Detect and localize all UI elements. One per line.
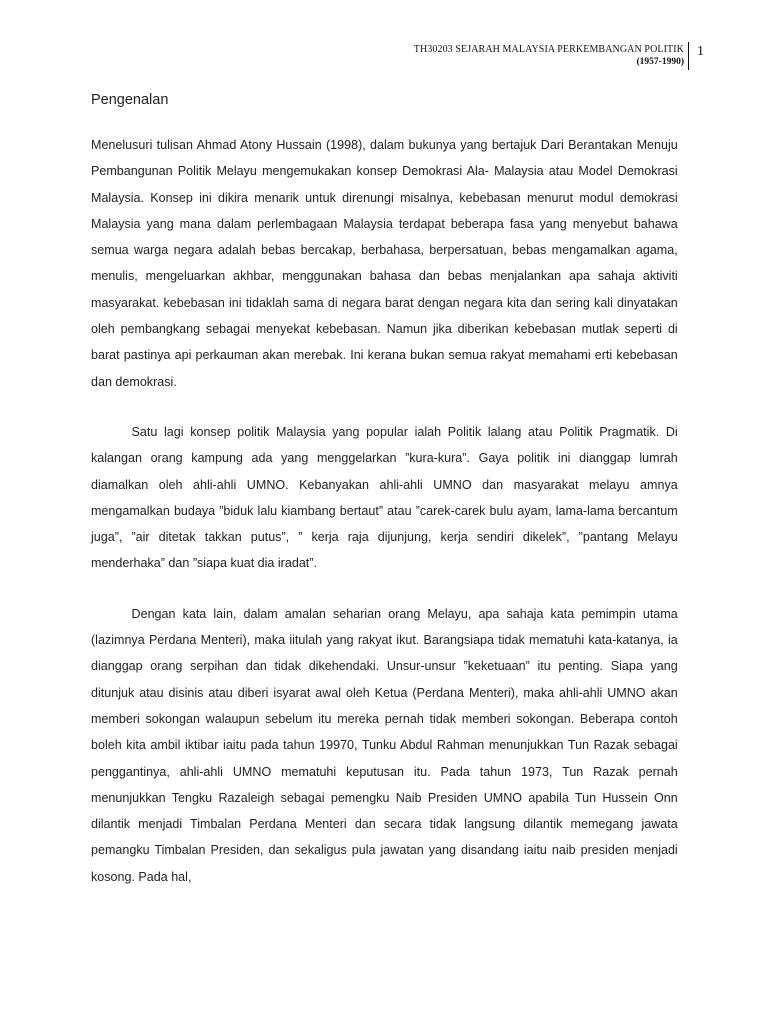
- paragraph-keketuaan: Dengan kata lain, dalam amalan seharian orang Melayu, apa sahaja kata pemimpin utama (lazimnya Perdana Menteri), maka iitulah yang rakyat ikut. Barangsiapa tidak mematuhi kata-katanya, ia dianggap orang serpihan dan tidak dikehendaki. Unsur-unsur ”keketuaan” itu penting. Siapa yang ditunjuk atau disinis atau diberi isyarat awal oleh Ketua (Perdana Menteri), maka ahli-ahli UMNO akan memberi sokongan walaupun sebelum itu mereka pernah tidak memberi sokongan. Beberapa contoh boleh kita ambil iktibar iaitu pada tahun 19970, Tunku Abdul Rahman menunjukkan Tun Razak sebagai penggantinya, ahli-ahli UMNO mematuhi keputusan itu. Pada tahun 1973, Tun Razak pernah menunjukkan Tengku Razaleigh sebagai pemengku Naib Presiden UMNO apabila Tun Hussein Onn dilantik menjadi Timbalan Perdana Menteri dan secara tidak langsung dilantik memegang jawata pemangku Timbalan Presiden, dan sekaligus pula jawatan yang disandang iaitu naib presiden menjadi kosong. Pada hal,: [91, 605, 678, 884]
- document-body: [91, 90, 678, 914]
- section-heading: Pengenalan: [91, 92, 169, 108]
- header-years: (1957-1990): [636, 57, 684, 67]
- page-number: 1: [697, 44, 704, 59]
- header-divider: [688, 42, 690, 70]
- header-course-title: TH30203 SEJARAH MALAYSIA PERKEMBANGAN POLITIK: [413, 44, 684, 55]
- paragraph-intro: Menelusuri tulisan Ahmad Atony Hussain (1998), dalam bukunya yang bertajuk Dari Berantakan Menuju Pembangunan Politik Melayu mengemukakan konsep Demokrasi Ala- Malaysia atau Model Demokrasi Malaysia. Konsep ini dikira menarik untuk direnungi misalnya, kebebasan menurut modul demokrasi Malaysia yang mana dalam perlembagaan Malaysia terdapat beberapa fasa yang menyebut bahawa semua warga negara adalah bebas bercakap, berbahasa, berpersatuan, bebas mengamalkan agama, menulis, mengeluarkan akhbar, menggunakan bahasa dan bebas menjalankan apa sahaja aktiviti masyarakat. kebebasan ini tidaklah sama di negara barat dengan negara kita dan sering kali dinyatakan oleh pembangkang sebagai menyekat kebebasan. Namun jika diberikan kebebasan mutlak seperti di barat pastinya api perkauman akan merebak. Ini kerana bukan semua rakyat memahami erti kebebasan dan demokrasi.: [91, 137, 678, 389]
- paragraph-politik-lalang: Satu lagi konsep politik Malaysia yang popular ialah Politik lalang atau Politik Pragmatik. Di kalangan orang kampung ada yang menggelarkan ”kura-kura”. Gaya politik ini dianggap lumrah diamalkan oleh ahli-ahli UMNO. Kebanyakan ahli-ahli UMNO dan masyarakat melayu amnya mengamalkan budaya ”biduk lalu kiambang bertaut” atau ”carek-carek bulu ayam, lama-lama bercantum juga”, ”air ditetak takkan putus”, ” kerja raja dijunjung, kerja sendiri dikelek”, ”pantang Melayu menderhaka” dan ”siapa kuat dia iradat”.: [91, 423, 678, 571]
- running-header: [414, 44, 684, 68]
